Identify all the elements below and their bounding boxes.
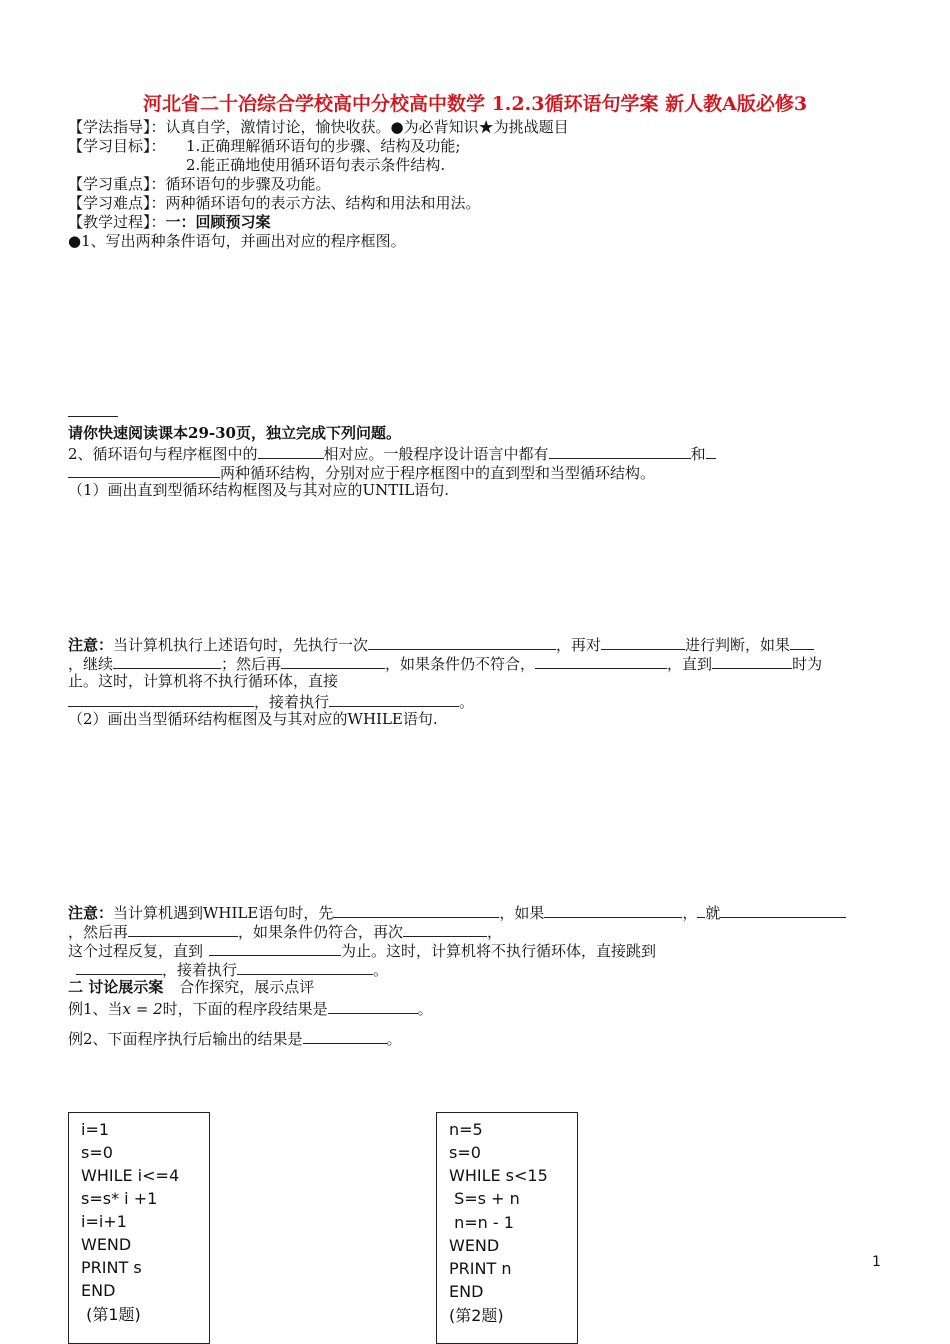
q2-text-b: 相对应。一般程序设计语言中都有: [323, 445, 549, 463]
note1-b: ，再对: [556, 636, 602, 654]
goal-2: 2.能正确地使用循环语句表示条件结构.: [186, 156, 446, 174]
page-number: 1: [872, 1254, 881, 1270]
note2-k: 。: [373, 961, 389, 979]
divider: [68, 416, 118, 417]
note1-g: ，直到: [667, 655, 713, 673]
note2-a: 当计算机遇到WHILE语句时，先: [113, 904, 334, 922]
example-1-expr: x = 2: [122, 1000, 163, 1018]
note-2-line-3: [68, 940, 656, 961]
study-method: 【学法指导】：认真自学，激情讨论，愉快收获。●为必背知识★为挑战题目: [68, 118, 569, 136]
question-2-line-2: [68, 462, 655, 483]
process-line: [68, 213, 271, 232]
blank[interactable]: [128, 921, 238, 937]
goal-1: 1.正确理解循环语句的步骤、结构及功能;: [186, 137, 461, 155]
note1-f: ，如果条件仍不符合，: [385, 655, 536, 673]
note1-a: 当计算机执行上述语句时，先执行一次: [113, 636, 369, 654]
code-line: WEND: [81, 1235, 132, 1254]
example-1: [68, 998, 433, 1019]
blank[interactable]: [113, 653, 221, 669]
note-label: 注意：: [68, 904, 114, 922]
example-1-text: 例1、当: [68, 1000, 123, 1018]
section-2-label: 二 讨论展示案: [68, 978, 164, 996]
blank[interactable]: [303, 1028, 387, 1044]
q2-text-d: 两种循环结构，分别对应于程序框图中的直到型和当型循环结构。: [220, 464, 656, 482]
note-2-line-2: [68, 921, 502, 942]
code-line: PRINT s: [81, 1258, 142, 1277]
blank[interactable]: [328, 998, 418, 1014]
note1-k: 。: [459, 693, 475, 711]
blank[interactable]: [68, 462, 220, 478]
question-2-line-1: [68, 443, 716, 464]
goal-label: 【学习目标】：: [68, 137, 166, 155]
blank[interactable]: [237, 959, 373, 975]
note-label: 注意：: [68, 636, 114, 654]
code-line: PRINT n: [449, 1259, 512, 1278]
blank[interactable]: [544, 902, 682, 918]
blank[interactable]: [403, 921, 487, 937]
note-1-line-1: [68, 634, 814, 655]
blank[interactable]: [720, 902, 846, 918]
key-points: 【学习重点】：循环语句的步骤及功能。: [68, 175, 331, 193]
code-line: S=s + n: [449, 1189, 520, 1208]
blank[interactable]: [790, 634, 814, 650]
blank[interactable]: [68, 691, 254, 707]
example-1-question: 时，下面的程序段结果是: [162, 1000, 328, 1018]
code-line: s=s* i +1: [81, 1189, 158, 1208]
blank[interactable]: [368, 634, 556, 650]
question-1: ●1、写出两种条件语句，并画出对应的程序框图。: [68, 232, 406, 250]
section-2-heading: [68, 978, 314, 997]
read-instruction: 请你快速阅读课本29-30页，独立完成下列问题。: [68, 424, 401, 442]
note-2-line-1: [68, 902, 846, 923]
note2-f: ，如果条件仍符合，再次: [238, 923, 404, 941]
blank[interactable]: [535, 653, 667, 669]
note1-c: 进行判断，如果: [685, 636, 791, 654]
code-line: i=i+1: [81, 1212, 127, 1231]
process-section: 一：回顾预习案: [165, 213, 271, 231]
q2-text-a: 2、循环语句与程序框图中的: [68, 445, 258, 463]
question-2-sub-2: （2）画出当型循环结构框图及与其对应的WHILE语句.: [68, 710, 438, 728]
code-box-2: [436, 1112, 578, 1344]
page-title: 河北省二十冶综合学校高中分校高中数学 1.2.3循环语句学案 新人教A版必修3: [142, 93, 808, 115]
code-line: END: [449, 1282, 484, 1301]
blank[interactable]: [333, 902, 499, 918]
example-2-end: 。: [386, 1030, 402, 1048]
code-line: s=0: [81, 1143, 113, 1162]
code-line: WHILE i<=4: [81, 1166, 180, 1185]
blank[interactable]: [76, 959, 162, 975]
note2-i: 为止。这时，计算机将不执行循环体，直接跳到: [341, 942, 657, 960]
example-2: [68, 1028, 402, 1049]
note2-g: ，: [487, 923, 503, 941]
q2-text-c: 和: [690, 445, 706, 463]
blank[interactable]: [601, 634, 685, 650]
code-line: END: [81, 1281, 116, 1300]
code-line: i=1: [81, 1120, 110, 1139]
note2-b: ，如果: [499, 904, 545, 922]
section-2-sub: 合作探究，展示点评: [179, 978, 315, 996]
blank[interactable]: [281, 653, 385, 669]
blank[interactable]: [258, 443, 324, 459]
blank[interactable]: [706, 443, 716, 459]
note1-j: ，接着执行: [254, 693, 330, 711]
question-2-sub-1: （1）画出直到型循环结构框图及与其对应的UNTIL语句.: [68, 481, 449, 499]
process-label: 【教学过程】：: [68, 213, 166, 231]
code-line: WEND: [449, 1236, 500, 1255]
code-line: n=5: [449, 1120, 483, 1139]
note2-c: ，: [682, 904, 698, 922]
note-1-line-2: [68, 653, 822, 674]
example-2-text: 例2、下面程序执行后输出的结果是: [68, 1030, 303, 1048]
code-box-1: [68, 1112, 210, 1344]
blank[interactable]: [209, 940, 341, 956]
note2-d: 就: [705, 904, 721, 922]
example-1-end: 。: [417, 1000, 433, 1018]
note-2-line-4: [68, 959, 388, 980]
code-caption: (第2题): [449, 1306, 504, 1325]
code-caption: (第1题): [81, 1305, 141, 1324]
note2-h: 这个过程反复，直到: [68, 942, 204, 960]
note-1-line-3: 止。这时，计算机将不执行循环体，直接: [68, 672, 339, 690]
difficulties: 【学习难点】：两种循环语句的表示方法、结构和用法和用法。: [68, 194, 481, 212]
note2-j: ，接着执行: [162, 961, 238, 979]
note2-e: ，然后再: [68, 923, 129, 941]
blank[interactable]: [329, 691, 459, 707]
code-line: s=0: [449, 1143, 481, 1162]
note1-d: ，继续: [68, 655, 114, 673]
note1-h: 时为: [792, 655, 823, 673]
note-1-line-4: [68, 691, 474, 712]
code-line: n=n - 1: [449, 1213, 514, 1232]
blank[interactable]: [712, 653, 792, 669]
blank[interactable]: [549, 443, 691, 459]
code-line: WHILE s<15: [449, 1166, 548, 1185]
note1-e: ；然后再: [221, 655, 282, 673]
